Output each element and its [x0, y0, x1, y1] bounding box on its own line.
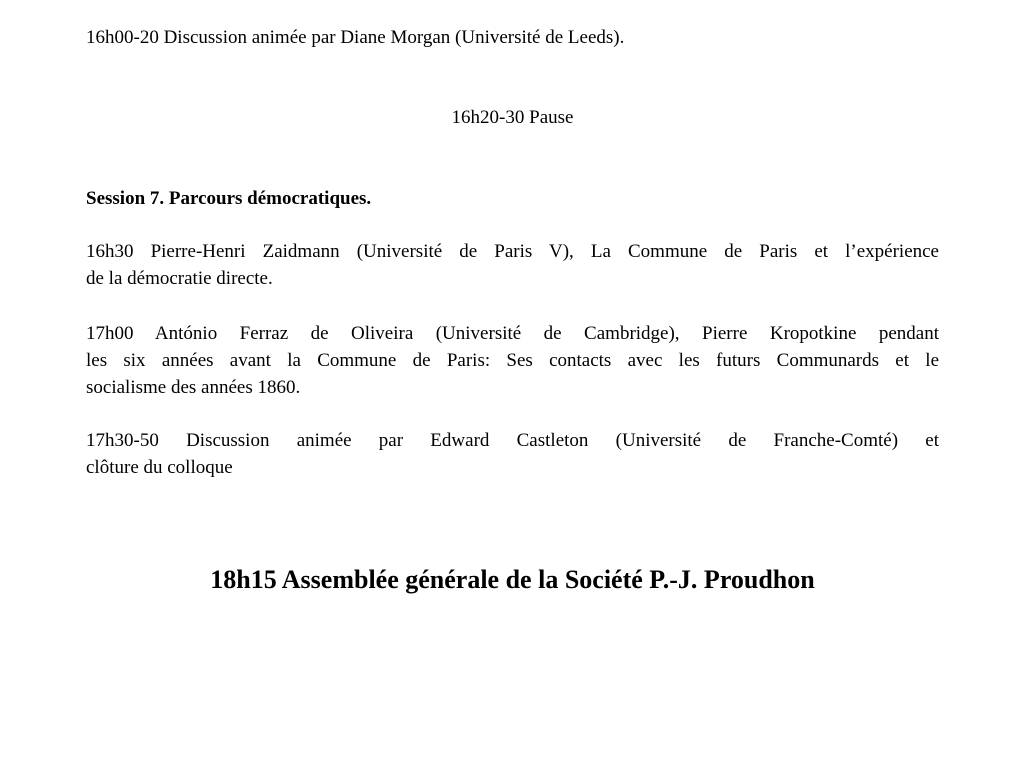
- talk-ferraz-line-2: les six années avant la Commune de Paris: Ses contacts avec les futurs Communards et le: [86, 350, 939, 371]
- session-title: Session 7. Parcours démocratiques.: [86, 188, 372, 209]
- talk-zaidmann-line-1: 16h30 Pierre-Henri Zaidmann (Université de Paris V), La Commune de Paris et l’expérience: [86, 241, 939, 262]
- assembly-announcement: 18h15 Assemblée générale de la Société P.-J. Proudhon: [210, 565, 815, 594]
- discussion-castleton-line-1: 17h30-50 Discussion animée par Edward Castleton (Université de Franche-Comté) et: [86, 430, 939, 451]
- talk-zaidmann-line-2: de la démocratie directe.: [86, 268, 273, 289]
- discussion-castleton-line-2: clôture du colloque: [86, 457, 233, 478]
- discussion-leeds: 16h00-20 Discussion animée par Diane Morgan (Université de Leeds).: [86, 27, 625, 48]
- document-page: [86, 0, 939, 768]
- talk-ferraz-line-1: 17h00 António Ferraz de Oliveira (Université de Cambridge), Pierre Kropotkine pendant: [86, 323, 939, 344]
- pause-line: 16h20-30 Pause: [451, 107, 574, 128]
- talk-ferraz-line-3: socialisme des années 1860.: [86, 377, 301, 398]
